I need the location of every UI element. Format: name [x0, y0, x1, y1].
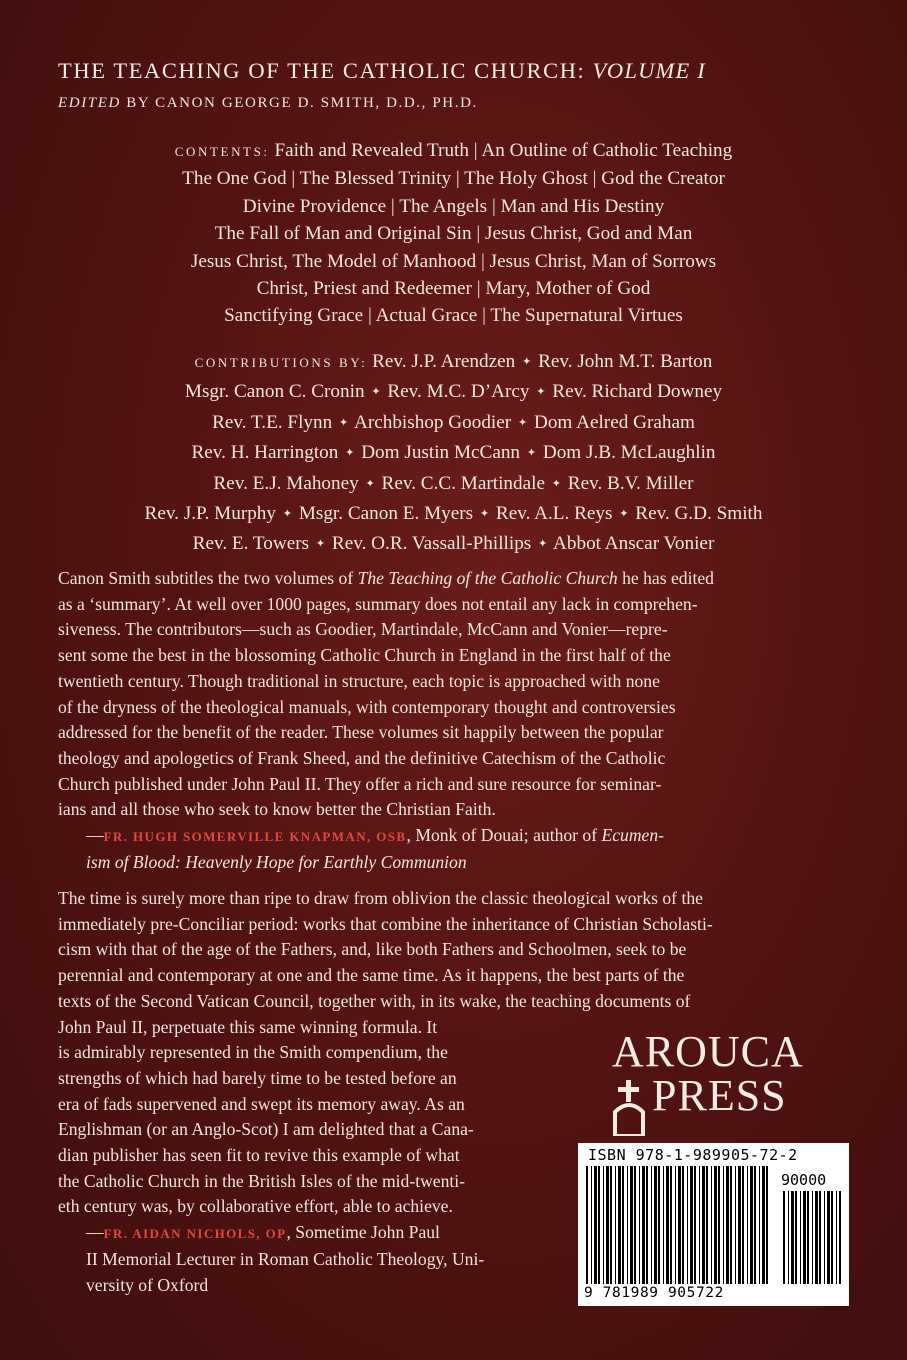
contents-item: The One God	[182, 168, 287, 190]
separator: |	[291, 168, 296, 190]
contributor-name: Dom Aelred Graham	[533, 411, 695, 433]
barcode-bar	[702, 1166, 705, 1284]
contributor-name: Abbot Anscar Vonier	[553, 533, 715, 555]
review1-line: Canon Smith subtitles the two volumes of The Teaching of the Catholic Church he has edited	[58, 568, 714, 588]
text-line: era of fads supervened and swept its memory away. As an	[58, 1093, 465, 1114]
barcode-bar	[622, 1166, 624, 1284]
review2-affil-line: II Memorial Lecturer in Roman Catholic Theology, Uni-	[86, 1248, 485, 1269]
separator: |	[476, 278, 481, 300]
contents-item: Christ, Priest and Redeemer	[256, 278, 472, 300]
text-line: addressed for the benefit of the reader. These volumes sit happily between the popular	[58, 722, 664, 743]
barcode-bar	[627, 1166, 628, 1284]
separator: ✦	[339, 416, 349, 429]
contents-item: The Supernatural Virtues	[490, 305, 683, 327]
text-line: is admirably represented in the Smith compendium, the	[58, 1042, 448, 1063]
contents-item-line	[40, 275, 867, 302]
contents-item-line	[40, 248, 867, 275]
contents-item: Actual Grace	[375, 305, 478, 327]
contents-item-line	[40, 193, 867, 220]
barcode-bar	[682, 1166, 684, 1284]
barcode-bar	[666, 1166, 669, 1284]
separator: |	[491, 195, 496, 217]
barcode-bar	[706, 1166, 708, 1284]
barcode-bar	[742, 1166, 744, 1284]
barcode-bar	[831, 1191, 833, 1284]
text-line: cism with that of the age of the Fathers, and, like both Fathers and Schoolmen, seek to be	[58, 939, 687, 960]
separator: |	[473, 140, 478, 161]
text-line: the Catholic Church in the British Isles of the mid-twenti-	[58, 1170, 466, 1191]
contributor-name: Rev. Richard Downey	[552, 381, 723, 403]
barcode-bar	[699, 1166, 700, 1284]
barcode-bar	[791, 1191, 794, 1284]
edited-label: EDITED	[58, 95, 121, 111]
contents-item-line	[40, 220, 867, 247]
barcode-bar	[824, 1191, 825, 1284]
separator: |	[592, 168, 597, 190]
barcode-bar	[610, 1166, 612, 1284]
barcode-bar	[747, 1166, 748, 1284]
review1-book-title: ism of Blood: Heavenly Hope for Earthly Communion	[86, 851, 467, 872]
barcode-digits: 9 781989 905722	[584, 1285, 724, 1301]
price-code: 90000	[781, 1171, 827, 1189]
contributor-name: Rev. G.D. Smith	[635, 503, 763, 525]
separator: ✦	[526, 447, 537, 460]
separator: ✦	[517, 416, 528, 429]
contributor-name: Rev. H. Harrington	[191, 442, 339, 464]
review2-author: FR. AIDAN NICHOLS, OP	[103, 1226, 287, 1242]
edited-by: BY CANON GEORGE D. SMITH, D.D., PH.D.	[126, 95, 478, 111]
barcode-bar	[730, 1166, 732, 1284]
barcode-bar	[606, 1166, 609, 1284]
text-line: The time is surely more than ripe to draw from oblivion the classic theological works of the	[58, 888, 703, 908]
barcode-bar	[827, 1191, 830, 1284]
separator: ✦	[315, 538, 326, 551]
barcode-bar	[658, 1166, 660, 1284]
contents-item: Jesus Christ, The Model of Manhood	[190, 250, 477, 272]
separator: ✦	[619, 508, 629, 521]
contributor-name-line	[40, 409, 867, 439]
separator: ✦	[345, 447, 355, 460]
separator: ✦	[551, 477, 561, 490]
barcode-bar	[815, 1191, 818, 1284]
contents-item-line	[40, 302, 867, 329]
contributor-name: Rev. B.V. Miller	[567, 472, 694, 494]
text-line: siveness. The contributors—such as Goodier, Martindale, McCann and Vonier—repre-	[58, 619, 668, 640]
barcode-bar	[675, 1166, 676, 1284]
isbn-text: ISBN 978-1-989905-72-2	[588, 1146, 798, 1164]
barcode-bar	[654, 1166, 657, 1284]
separator: |	[482, 305, 486, 327]
editor-line	[58, 95, 858, 112]
barcode-bar	[735, 1166, 736, 1284]
contents-item: Jesus Christ, Man of Sorrows	[489, 250, 717, 272]
barcode-bar	[618, 1166, 621, 1284]
contents-item: Sanctifying Grace	[224, 305, 364, 327]
text-line: perennial and contemporary at one and the same time. As it happens, the best parts of the	[58, 965, 685, 986]
book-title	[58, 58, 858, 84]
contributor-name: Dom J.B. McLaughlin	[542, 442, 716, 464]
barcode-bar	[738, 1166, 741, 1284]
barcode-bar	[694, 1166, 696, 1284]
barcode-bar	[678, 1166, 681, 1284]
text-line: immediately pre-Conciliar period: works that combine the inheritance of Christian Scholasti-	[58, 913, 713, 934]
text-line: John Paul II, perpetuate this same winning formula. It	[58, 1016, 438, 1037]
contributor-name-line	[40, 500, 867, 530]
barcode-bar	[714, 1166, 717, 1284]
contributor-name: Rev. John M.T. Barton	[538, 351, 713, 372]
barcode-bar	[711, 1166, 712, 1284]
barcode-bar	[723, 1166, 724, 1284]
text-line: Church published under John Paul II. They offer a rich and sure resource for seminar-	[58, 773, 662, 794]
contents-item-line	[40, 137, 867, 165]
barcode-bar	[586, 1166, 588, 1284]
separator: |	[390, 195, 395, 217]
contributor-name: Rev. A.L. Reys	[495, 503, 613, 525]
barcode-bar	[670, 1166, 672, 1284]
separator: |	[480, 250, 485, 272]
text-line: texts of the Second Vatican Council, together with, in its wake, the teaching documents of	[58, 990, 691, 1011]
text-line: dian publisher has seen fit to revive this example of what	[58, 1145, 460, 1166]
review1-attribution: —FR. HUGH SOMERVILLE KNAPMAN, OSB, Monk of Douai; author of Ecumen-	[86, 825, 665, 846]
publisher-logo	[612, 1027, 812, 1120]
barcode-bar	[803, 1191, 806, 1284]
separator: ✦	[365, 477, 375, 490]
barcode-bar	[594, 1166, 597, 1284]
price-barcode-bars	[783, 1191, 841, 1284]
barcode-bar	[598, 1166, 600, 1284]
barcode-bar	[639, 1166, 640, 1284]
barcode-bar	[788, 1191, 789, 1284]
contents-item: Divine Providence	[242, 195, 387, 217]
contributor-name: Rev. E. Towers	[192, 533, 310, 555]
contributor-name: Msgr. Canon C. Cronin	[184, 381, 365, 403]
barcode-bar	[839, 1191, 841, 1284]
barcode-bar	[836, 1191, 837, 1284]
barcode-bar	[726, 1166, 729, 1284]
contributor-name: Msgr. Canon E. Myers	[298, 503, 474, 525]
contents-item: An Outline of Catholic Teaching	[481, 140, 733, 161]
barcode-bar	[762, 1166, 765, 1284]
logo-line1: AROUCA	[612, 1027, 804, 1076]
review-knapman	[58, 566, 848, 875]
contributor-name: Dom Justin McCann	[361, 442, 521, 464]
separator: ✦	[282, 508, 293, 521]
barcode-bar	[634, 1166, 636, 1284]
barcode-bar	[766, 1166, 768, 1284]
contributor-name: Rev. O.R. Vassall-Phillips	[331, 533, 532, 555]
text-line: of the dryness of the theological manuals, with contemporary thought and controversies	[58, 696, 676, 717]
contents-item: Faith and Revealed Truth	[274, 140, 469, 161]
barcode-bar	[754, 1166, 756, 1284]
barcode-bar	[646, 1166, 648, 1284]
separator: ✦	[522, 356, 532, 368]
contents-item: The Blessed Trinity	[299, 168, 452, 190]
barcode-bar	[651, 1166, 652, 1284]
barcode-bar	[615, 1166, 616, 1284]
text-line: Englishman (or an Anglo-Scot) I am delighted that a Cana-	[58, 1119, 474, 1140]
barcode-bar	[690, 1166, 693, 1284]
separator: ✦	[479, 508, 490, 521]
barcode-bar	[687, 1166, 688, 1284]
contents-item: The Fall of Man and Original Sin	[214, 223, 472, 245]
text-line: eth century was, by collaborative effort, able to achieve.	[58, 1196, 453, 1217]
contributor-name: Rev. J.P. Murphy	[144, 503, 276, 525]
text-line: as a ‘summary’. At well over 1000 pages, summary does not entail any lack in comprehen-	[58, 593, 698, 614]
barcode-bar	[795, 1191, 797, 1284]
contributor-name-line	[40, 378, 867, 408]
contributor-name: Rev. T.E. Flynn	[212, 411, 333, 433]
text-line: twentieth century. Though traditional in structure, each topic is approached with none	[58, 670, 660, 691]
contributor-name: Rev. J.P. Arendzen	[372, 351, 516, 372]
text-line: theology and apologetics of Frank Sheed, and the definitive Catechism of the Catholic	[58, 747, 666, 768]
barcode-bar	[800, 1191, 801, 1284]
contents-item: Man and His Destiny	[500, 195, 665, 217]
review2-attribution: —FR. AIDAN NICHOLS, OP, Sometime John Paul	[86, 1222, 440, 1243]
contributor-name-line	[40, 470, 867, 500]
contents-item: God the Creator	[601, 168, 725, 190]
contents-item: The Holy Ghost	[464, 168, 588, 190]
barcode-bar	[819, 1191, 821, 1284]
barcode-bar	[759, 1166, 760, 1284]
contributor-name-line	[40, 439, 867, 469]
separator: |	[367, 305, 372, 327]
logo-line2: PRESS	[652, 1071, 787, 1120]
isbn-barcode	[578, 1143, 849, 1306]
title-volume: VOLUME I	[592, 58, 706, 83]
separator: |	[476, 223, 481, 245]
title-main: THE TEACHING OF THE CATHOLIC CHURCH:	[58, 58, 586, 83]
barcode-bar	[630, 1166, 633, 1284]
review1-author: FR. HUGH SOMERVILLE KNAPMAN, OSB	[103, 829, 407, 845]
barcode-bar	[642, 1166, 645, 1284]
contributors-list	[40, 348, 867, 561]
barcode-bars	[586, 1166, 770, 1284]
barcode-bar	[750, 1166, 753, 1284]
contents-item: Jesus Christ, God and Man	[484, 223, 693, 245]
barcode-bar	[783, 1191, 785, 1284]
contributor-name: Rev. C.C. Martindale	[381, 472, 545, 494]
contributor-name-line	[40, 530, 867, 560]
barcode-bar	[812, 1191, 813, 1284]
barcode-bar	[807, 1191, 809, 1284]
contributor-name: Rev. M.C. D’Arcy	[387, 381, 530, 403]
contributions-label: CONTRIBUTIONS BY:	[194, 355, 368, 370]
contributor-name: Archbishop Goodier	[353, 411, 512, 433]
contributor-name-line	[40, 348, 867, 378]
text-line: sent some the best in the blossoming Catholic Church in England in the first half of the	[58, 645, 671, 666]
contents-item-line	[40, 165, 867, 192]
review2-affil-line: versity of Oxford	[86, 1274, 209, 1295]
contents-label: CONTENTS:	[174, 144, 270, 159]
contents-item: The Angels	[399, 195, 488, 217]
text-line: strengths of which had barely time to be tested before an	[58, 1067, 457, 1088]
barcode-bar	[603, 1166, 604, 1284]
separator: ✦	[371, 386, 381, 399]
separator: ✦	[538, 538, 548, 551]
contributor-name: Rev. E.J. Mahoney	[213, 472, 359, 494]
contents-list	[40, 137, 867, 330]
separator: ✦	[536, 386, 546, 399]
barcode-bar	[591, 1166, 592, 1284]
barcode-bar	[663, 1166, 664, 1284]
cross-icon	[612, 1080, 646, 1136]
separator: |	[455, 168, 460, 190]
contents-item: Mary, Mother of God	[485, 278, 651, 300]
text-line: ians and all those who seek to know better the Christian Faith.	[58, 799, 496, 820]
barcode-bar	[718, 1166, 720, 1284]
